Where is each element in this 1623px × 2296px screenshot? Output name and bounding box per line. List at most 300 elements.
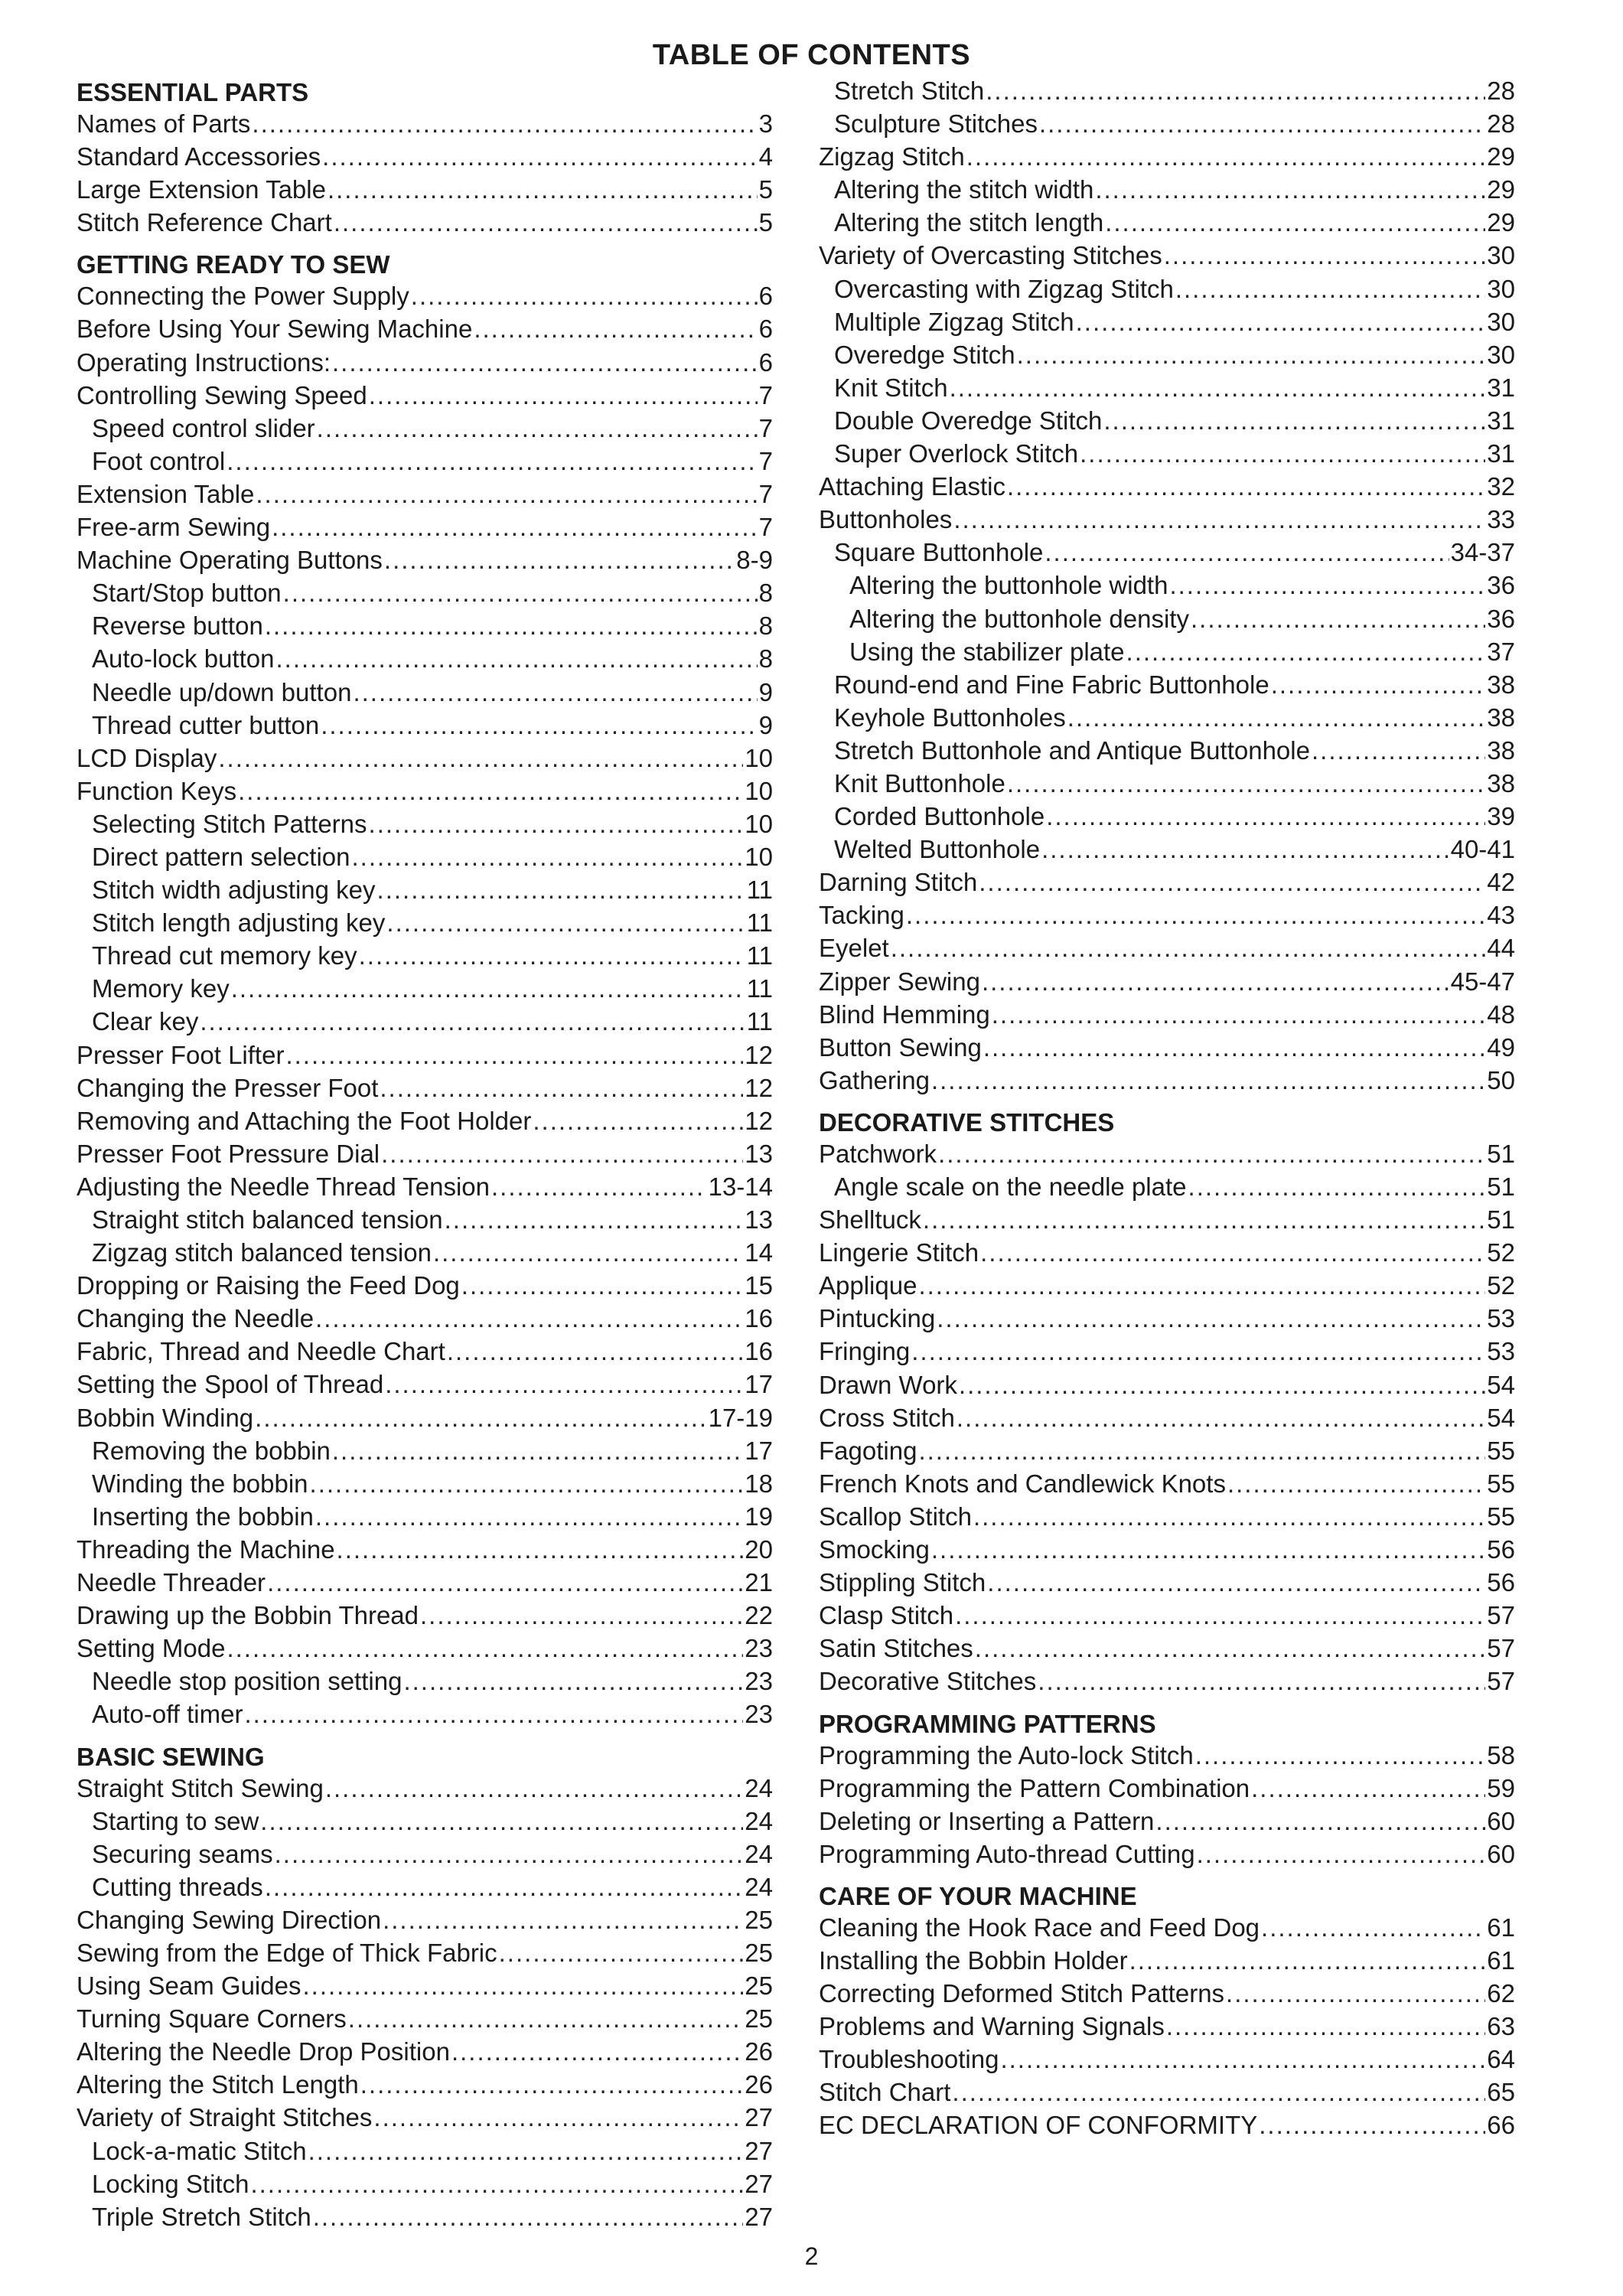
toc-entry-label: Memory key <box>92 974 230 1003</box>
toc-entry-label: Zigzag Stitch <box>819 142 965 171</box>
toc-entry[interactable] <box>819 1838 1515 1870</box>
toc-entry[interactable] <box>77 543 773 576</box>
toc-entry[interactable] <box>819 1665 1515 1698</box>
section-spacer <box>77 239 773 246</box>
dot-leader <box>325 1772 743 1805</box>
toc-entry-page: 20 <box>745 1534 773 1564</box>
toc-entry[interactable] <box>819 602 1515 635</box>
toc-entry-page: 29 <box>1487 142 1515 171</box>
toc-entry-page: 50 <box>1487 1065 1515 1094</box>
toc-entry-page: 6 <box>758 347 773 377</box>
dot-leader <box>975 1632 1486 1665</box>
toc-entry[interactable] <box>77 1500 773 1533</box>
toc-entry-label: Stretch Buttonhole and Antique Buttonhole <box>834 735 1310 765</box>
toc-entry[interactable] <box>77 2068 773 2101</box>
toc-entry[interactable] <box>77 1805 773 1838</box>
toc-entry-page: 7 <box>758 446 773 475</box>
toc-entry-page: 24 <box>745 1773 773 1802</box>
toc-entry[interactable] <box>77 709 773 742</box>
toc-entry[interactable] <box>77 840 773 873</box>
toc-entry-label: Inserting the bobbin <box>92 1502 314 1531</box>
toc-entry[interactable] <box>819 173 1515 206</box>
toc-entry[interactable] <box>819 1632 1515 1665</box>
toc-entry-page: 11 <box>746 974 773 1003</box>
dot-leader <box>381 1137 743 1170</box>
toc-entry[interactable] <box>77 279 773 312</box>
toc-entry[interactable] <box>77 906 773 939</box>
toc-entry-label: Selecting Stitch Patterns <box>92 809 367 838</box>
toc-entry[interactable] <box>819 2108 1515 2141</box>
section-heading: PROGRAMMING PATTERNS <box>819 1709 1156 1738</box>
toc-entry[interactable] <box>77 412 773 445</box>
toc-entry[interactable] <box>819 338 1515 371</box>
toc-entry-label: Operating Instructions: <box>77 347 331 377</box>
toc-entry-page: 13 <box>745 1139 773 1168</box>
toc-entry-page: 26 <box>745 2070 773 2099</box>
toc-entry[interactable] <box>819 734 1515 767</box>
toc-entry[interactable] <box>77 1137 773 1170</box>
dot-leader <box>238 775 743 807</box>
toc-entry-label: Welted Buttonhole <box>834 835 1041 864</box>
toc-entry[interactable] <box>77 939 773 972</box>
toc-entry-label: EC DECLARATION OF CONFORMITY <box>819 2111 1258 2140</box>
toc-entry[interactable] <box>819 1599 1515 1632</box>
toc-entry-page: 43 <box>1487 901 1515 930</box>
dot-leader <box>328 173 758 206</box>
toc-entry-page: 29 <box>1487 175 1515 204</box>
toc-entry-label: Applique <box>819 1271 917 1300</box>
toc-entry[interactable] <box>77 1269 773 1302</box>
section-spacer <box>819 1870 1515 1878</box>
toc-entry-label: Thread cut memory key <box>92 941 357 970</box>
toc-entry-page: 59 <box>1487 1773 1515 1802</box>
toc-entry[interactable] <box>819 1739 1515 1772</box>
dot-leader <box>313 2200 744 2233</box>
toc-entry[interactable] <box>77 107 773 140</box>
toc-entry-label: Drawing up the Bobbin Thread <box>77 1601 419 1630</box>
toc-entry[interactable] <box>77 445 773 478</box>
toc-entry[interactable] <box>77 1566 773 1599</box>
dot-leader <box>1038 1665 1485 1698</box>
toc-entry-label: Deleting or Inserting a Pattern <box>819 1806 1155 1835</box>
toc-entry[interactable] <box>819 1236 1515 1269</box>
toc-entry-label: Variety of Straight Stitches <box>77 2103 373 2132</box>
toc-entry-label: Patchwork <box>819 1139 937 1168</box>
dot-leader <box>1080 437 1485 470</box>
toc-entry-page: 66 <box>1487 2111 1515 2140</box>
toc-entry[interactable] <box>77 510 773 543</box>
toc-section <box>819 74 1515 1097</box>
toc-entry[interactable] <box>77 742 773 775</box>
toc-entry-label: Removing the bobbin <box>92 1436 331 1465</box>
dot-leader <box>310 1467 744 1500</box>
toc-entry-page: 25 <box>745 1971 773 2001</box>
toc-entry-label: Before Using Your Sewing Machine <box>77 315 473 344</box>
toc-entry[interactable] <box>77 173 773 206</box>
toc-entry[interactable] <box>77 1936 773 1969</box>
dot-leader <box>332 346 758 379</box>
toc-entry-page: 10 <box>745 809 773 838</box>
toc-entry[interactable] <box>819 2076 1515 2108</box>
toc-entry[interactable] <box>819 1566 1515 1599</box>
dot-leader <box>1017 338 1486 371</box>
toc-entry[interactable] <box>77 1599 773 1632</box>
dot-leader <box>255 1401 706 1434</box>
dot-leader <box>302 1969 743 2002</box>
toc-entry[interactable] <box>77 2200 773 2233</box>
toc-entry[interactable] <box>819 2043 1515 2076</box>
dot-leader <box>369 379 758 412</box>
toc-entry[interactable] <box>819 1434 1515 1467</box>
dot-leader <box>1226 1977 1485 2010</box>
toc-entry-label: Troubleshooting <box>819 2045 999 2074</box>
toc-entry-label: Sewing from the Edge of Thick Fabric <box>77 1938 497 1967</box>
toc-entry-label: Knit Stitch <box>834 373 948 402</box>
toc-entry-label: Gathering <box>819 1065 930 1094</box>
dot-leader <box>377 873 745 906</box>
toc-entry[interactable] <box>819 1170 1515 1203</box>
dot-leader <box>1188 1170 1486 1203</box>
dot-leader <box>1227 1467 1485 1500</box>
dot-leader <box>373 2101 743 2134</box>
toc-column-right <box>819 74 1515 2142</box>
toc-entry[interactable] <box>819 437 1515 470</box>
dot-leader <box>285 1039 743 1071</box>
toc-entry[interactable] <box>77 775 773 807</box>
toc-entry[interactable] <box>819 1977 1515 2010</box>
toc-entry[interactable] <box>77 1434 773 1467</box>
toc-entry-page: 7 <box>758 513 773 542</box>
toc-entry[interactable] <box>819 965 1515 998</box>
toc-entry-page: 30 <box>1487 241 1515 270</box>
toc-entry-label: Multiple Zigzag Stitch <box>834 307 1074 336</box>
toc-entry[interactable] <box>819 833 1515 866</box>
dot-leader <box>986 74 1485 107</box>
toc-entry-label: Pintucking <box>819 1304 936 1333</box>
toc-entry[interactable] <box>77 642 773 675</box>
toc-entry-page: 53 <box>1487 1304 1515 1333</box>
toc-entry[interactable] <box>77 1039 773 1071</box>
toc-section <box>819 1698 1515 1870</box>
toc-entry[interactable] <box>77 2035 773 2068</box>
toc-entry[interactable] <box>819 140 1515 173</box>
toc-entry[interactable] <box>77 972 773 1005</box>
toc-entry[interactable] <box>77 576 773 609</box>
dot-leader <box>317 412 758 445</box>
toc-entry[interactable] <box>77 1203 773 1236</box>
toc-entry[interactable] <box>819 404 1515 437</box>
toc-entry-page: 15 <box>745 1271 773 1300</box>
toc-entry[interactable] <box>819 239 1515 272</box>
toc-entry[interactable] <box>77 1401 773 1434</box>
toc-entry[interactable] <box>77 1302 773 1335</box>
dot-leader <box>1126 635 1486 668</box>
dot-leader <box>953 503 1485 536</box>
toc-entry[interactable] <box>819 2010 1515 2043</box>
toc-entry[interactable] <box>819 107 1515 140</box>
dot-leader <box>383 1903 743 1936</box>
dot-leader <box>950 371 1486 404</box>
toc-entry[interactable] <box>819 1269 1515 1302</box>
toc-entry[interactable] <box>819 1031 1515 1064</box>
toc-entry-page: 22 <box>745 1601 773 1630</box>
toc-entry-label: LCD Display <box>77 743 217 772</box>
toc-entry[interactable] <box>819 1911 1515 1944</box>
toc-entry[interactable] <box>819 1137 1515 1170</box>
toc-entry[interactable] <box>77 1005 773 1038</box>
toc-entry[interactable] <box>77 379 773 412</box>
toc-entry-label: Start/Stop button <box>92 579 282 608</box>
dot-leader <box>1191 602 1485 635</box>
toc-entry[interactable] <box>77 1533 773 1566</box>
dot-leader <box>348 2002 743 2035</box>
dot-leader <box>1045 536 1449 569</box>
toc-section <box>77 1731 773 2233</box>
toc-entry-label: Knit Buttonhole <box>834 768 1005 797</box>
toc-entry-label: Altering the Stitch Length <box>77 2070 359 2099</box>
toc-entry-page: 34-37 <box>1450 538 1515 567</box>
toc-entry[interactable] <box>819 1401 1515 1434</box>
toc-entry-label: Keyhole Buttonholes <box>834 703 1066 732</box>
toc-entry-page: 51 <box>1487 1172 1515 1201</box>
toc-entry[interactable] <box>819 1064 1515 1097</box>
toc-entry-page: 54 <box>1487 1370 1515 1399</box>
toc-entry-page: 53 <box>1487 1337 1515 1366</box>
toc-entry[interactable] <box>77 1236 773 1269</box>
dot-leader <box>353 676 757 709</box>
dot-leader <box>983 1031 1485 1064</box>
toc-entry[interactable] <box>77 478 773 510</box>
toc-entry[interactable] <box>819 1467 1515 1500</box>
toc-entry-label: Controlling Sewing Speed <box>77 380 367 409</box>
toc-entry-label: Lock-a-matic Stitch <box>92 2136 307 2165</box>
toc-entry-page: 7 <box>758 413 773 442</box>
toc-entry[interactable] <box>77 1903 773 1936</box>
dot-leader <box>315 1500 743 1533</box>
toc-entry-page: 23 <box>745 1634 773 1663</box>
toc-entry[interactable] <box>819 1500 1515 1533</box>
toc-entry[interactable] <box>77 1838 773 1870</box>
toc-entry-label: Programming the Pattern Combination <box>819 1773 1250 1802</box>
dot-leader <box>1166 2010 1485 2043</box>
dot-leader <box>244 1698 743 1730</box>
toc-entry-page: 28 <box>1487 77 1515 105</box>
toc-entry-page: 65 <box>1487 2078 1515 2107</box>
toc-entry[interactable] <box>819 1772 1515 1805</box>
toc-entry-label: Presser Foot Pressure Dial <box>77 1139 380 1168</box>
dot-leader <box>380 1071 743 1104</box>
toc-entry-label: Setting the Spool of Thread <box>77 1370 384 1399</box>
toc-entry[interactable] <box>77 1969 773 2002</box>
toc-entry-label: Cutting threads <box>92 1872 263 1901</box>
toc-entry-page: 11 <box>746 1007 773 1036</box>
toc-entry-page: 16 <box>745 1304 773 1333</box>
toc-entry-page: 30 <box>1487 340 1515 369</box>
page-number: 2 <box>804 2242 819 2270</box>
dot-leader <box>445 1203 744 1236</box>
dot-leader <box>337 1533 744 1566</box>
toc-entry-label: Function Keys <box>77 776 237 805</box>
toc-entry[interactable] <box>77 2002 773 2035</box>
toc-entry[interactable] <box>819 1368 1515 1401</box>
toc-entry[interactable] <box>77 206 773 239</box>
toc-entry[interactable] <box>819 1302 1515 1335</box>
toc-entry-label: Installing the Bobbin Holder <box>819 1945 1128 1975</box>
toc-entry[interactable] <box>819 74 1515 107</box>
toc-entry-label: Fringing <box>819 1337 911 1366</box>
toc-entry[interactable] <box>819 305 1515 338</box>
toc-entry-label: Fagoting <box>819 1436 917 1465</box>
toc-entry[interactable] <box>819 800 1515 833</box>
toc-entry-page: 28 <box>1487 109 1515 139</box>
toc-entry-label: Thread cutter button <box>92 710 320 739</box>
toc-entry[interactable] <box>77 1870 773 1903</box>
toc-entry-label: Standard Accessories <box>77 142 321 171</box>
dot-leader <box>360 2068 744 2101</box>
dot-leader <box>1271 668 1486 701</box>
toc-entry[interactable] <box>77 2101 773 2134</box>
dot-leader <box>334 206 758 239</box>
toc-entry[interactable] <box>819 998 1515 1031</box>
toc-entry[interactable] <box>77 1368 773 1401</box>
dot-leader <box>252 107 757 140</box>
toc-entry[interactable] <box>77 140 773 173</box>
toc-entry-page: 31 <box>1487 439 1515 468</box>
toc-entry-label: Bobbin Winding <box>77 1403 254 1432</box>
toc-entry-page: 13 <box>745 1205 773 1234</box>
toc-entry[interactable] <box>77 1772 773 1805</box>
toc-entry-page: 57 <box>1487 1601 1515 1630</box>
dot-leader <box>256 478 757 510</box>
toc-entry-page: 8 <box>758 612 773 641</box>
dot-leader <box>403 1665 743 1698</box>
toc-entry[interactable] <box>819 635 1515 668</box>
toc-entry[interactable] <box>77 346 773 379</box>
toc-entry-label: Straight stitch balanced tension <box>92 1205 443 1234</box>
toc-entry[interactable] <box>77 1698 773 1730</box>
toc-entry-label: Connecting the Power Supply <box>77 282 409 311</box>
toc-entry[interactable] <box>819 931 1515 964</box>
dot-leader <box>1000 2043 1485 2076</box>
dot-leader <box>931 1064 1485 1097</box>
toc-entry[interactable] <box>77 312 773 345</box>
dot-leader <box>980 1236 1485 1269</box>
toc-entry-page: 31 <box>1487 373 1515 402</box>
toc-entry[interactable] <box>77 873 773 906</box>
toc-entry-label: Speed control slider <box>92 413 315 442</box>
toc-entry[interactable] <box>77 609 773 642</box>
toc-entry[interactable] <box>819 1805 1515 1838</box>
toc-section <box>77 74 773 239</box>
toc-entry-label: Direct pattern selection <box>92 842 350 871</box>
toc-entry-label: Cleaning the Hook Race and Feed Dog <box>819 1913 1260 1942</box>
toc-entry[interactable] <box>77 2167 773 2200</box>
toc-entry-page: 8-9 <box>736 546 773 575</box>
toc-entry-label: Button Sewing <box>819 1032 982 1062</box>
toc-entry-label: Triple Stretch Stitch <box>92 2202 311 2231</box>
toc-entry-label: Auto-off timer <box>92 1700 243 1729</box>
dot-leader <box>267 1566 743 1599</box>
toc-entry-label: Zigzag stitch balanced tension <box>92 1238 432 1267</box>
toc-entry[interactable] <box>819 503 1515 536</box>
section-spacer <box>77 1731 773 1739</box>
toc-entry[interactable] <box>819 701 1515 734</box>
toc-entry[interactable] <box>819 668 1515 701</box>
toc-entry-label: Programming the Auto-lock Stitch <box>819 1740 1194 1769</box>
toc-entry[interactable] <box>819 206 1515 239</box>
toc-entry[interactable] <box>77 676 773 709</box>
toc-entry-page: 51 <box>1487 1139 1515 1168</box>
toc-entry[interactable] <box>77 807 773 840</box>
toc-entry-page: 63 <box>1487 2012 1515 2041</box>
toc-entry[interactable] <box>77 1071 773 1104</box>
toc-entry-label: Needle up/down button <box>92 677 352 706</box>
toc-entry-page: 42 <box>1487 868 1515 897</box>
dot-leader <box>1169 569 1485 602</box>
dot-leader <box>1164 239 1486 272</box>
toc-entry[interactable] <box>819 1944 1515 1977</box>
dot-leader <box>1129 1944 1486 1977</box>
toc-entry[interactable] <box>819 536 1515 569</box>
dot-leader <box>937 1302 1485 1335</box>
page-title: TABLE OF CONTENTS <box>652 39 971 71</box>
toc-entry-page: 45-47 <box>1450 967 1515 996</box>
section-heading: GETTING READY TO SEW <box>77 250 390 279</box>
toc-entry-label: Using Seam Guides <box>77 1971 301 2001</box>
toc-entry[interactable] <box>819 767 1515 800</box>
toc-entry[interactable] <box>77 1335 773 1368</box>
toc-entry-label: Double Overedge Stitch <box>834 406 1103 435</box>
toc-entry[interactable] <box>77 2135 773 2167</box>
toc-entry[interactable] <box>819 470 1515 503</box>
toc-entry-page: 52 <box>1487 1238 1515 1267</box>
toc-entry[interactable] <box>819 1533 1515 1566</box>
toc-entry-page: 55 <box>1487 1469 1515 1498</box>
toc-entry-page: 56 <box>1487 1535 1515 1564</box>
toc-entry-label: Using the stabilizer plate <box>849 637 1125 666</box>
dot-leader <box>260 1805 743 1838</box>
toc-entry[interactable] <box>819 272 1515 305</box>
toc-entry-label: Stitch length adjusting key <box>92 908 386 938</box>
toc-entry-page: 62 <box>1487 1979 1515 2008</box>
dot-leader <box>987 1566 1485 1599</box>
toc-entry[interactable] <box>819 1335 1515 1368</box>
toc-entry-page: 30 <box>1487 274 1515 303</box>
dot-leader <box>352 840 744 873</box>
dot-leader <box>966 140 1486 173</box>
toc-entry-label: Zipper Sewing <box>819 967 980 996</box>
toc-entry[interactable] <box>77 1665 773 1698</box>
toc-entry[interactable] <box>819 866 1515 899</box>
toc-entry-page: 10 <box>745 743 773 772</box>
toc-entry[interactable] <box>819 899 1515 931</box>
toc-entry-label: Securing seams <box>92 1839 273 1868</box>
toc-entry-label: Changing Sewing Direction <box>77 1905 382 1934</box>
toc-entry[interactable] <box>77 1632 773 1665</box>
toc-entry[interactable] <box>77 1170 773 1203</box>
toc-entry-page: 26 <box>745 2037 773 2066</box>
toc-entry[interactable] <box>819 371 1515 404</box>
toc-entry-label: Large Extension Table <box>77 175 326 204</box>
dot-leader <box>474 312 757 345</box>
toc-entry[interactable] <box>77 1104 773 1137</box>
toc-entry[interactable] <box>819 569 1515 602</box>
dot-leader <box>1251 1772 1485 1805</box>
toc-entry-label: Dropping or Raising the Feed Dog <box>77 1271 460 1300</box>
toc-entry[interactable] <box>77 1467 773 1500</box>
toc-entry[interactable] <box>819 1203 1515 1236</box>
toc-entry-label: Stitch width adjusting key <box>92 876 376 905</box>
